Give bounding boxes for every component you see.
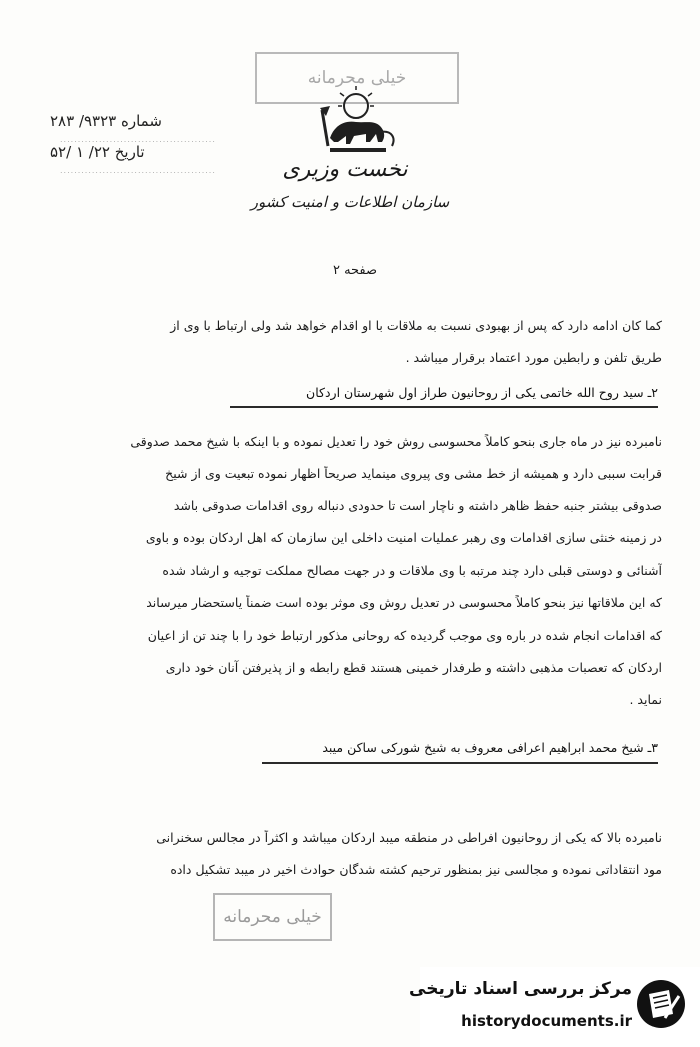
reference-number: شماره ۹۳۲۳/ ۲۸۳	[50, 112, 162, 130]
heading-underline	[262, 762, 658, 764]
paragraph-line: قرابت سببی دارد و همیشه از خط مشی وی پیروی مینماید صریحاً اظهار نموده تبعیت وی از شیخ	[165, 466, 662, 481]
dotted-rule: ............................................	[60, 135, 216, 144]
paragraph-line: در زمینه خنثی سازی اقدامات وی رهبر عملیات امنیت داخلی این سازمان که اهل اردکان بوده و باوی	[145, 530, 662, 545]
paragraph-line: که این ملاقاتها نیز بنحو کاملاً محسوسی در تعدیل روش وی موثر بوده است ضمناً یاستحضار میرساند	[146, 595, 662, 610]
paragraph-line: صدوقی بیشتر جنبه حفظ ظاهر داشته و ناچار است تا حدودی دنباله روی اقدامات صدوقی باشد	[173, 498, 662, 513]
paragraph-line: نماید .	[629, 692, 662, 707]
classification-stamp-top: خیلی محرمانه	[255, 52, 459, 104]
lion-and-sun-emblem-icon	[300, 86, 410, 158]
page-label: صفحه ۲	[332, 263, 378, 278]
paragraph-line: کما کان ادامه دارد که پس از بهبودی نسبت به ملاقات با او اقدام خواهد شد ولی ارتباط با وی از	[170, 318, 662, 333]
heading-underline	[230, 406, 658, 408]
paragraph-line: نامبرده بالا که یکی از روحانیون افراطی در منطقه میبد اردکان میباشد و اکثراً در مجالس سخنرانی	[156, 830, 662, 845]
section-heading-3: ۳ـ شیخ محمد ابراهیم اعرافی معروف به شیخ شورکی ساکن میبد	[322, 740, 658, 755]
paragraph-line: اردکان که تعصبات مذهبی داشته و طرفدار خمینی هستند قطع رابطه و از پذیرفتن آنان خود داری	[165, 660, 662, 675]
paragraph-line: طریق تلفن و رابطین مورد اعتماد برقرار میباشد .	[405, 350, 662, 365]
section-heading-2: ۲ـ سید روح الله خاتمی یکی از روحانیون طراز اول شهرستان اردکان	[306, 385, 658, 400]
dotted-rule: ............................................	[60, 166, 216, 175]
paragraph-line: نامبرده نیز در ماه جاری بنحو کاملاً محسوسی روش خود را تعدیل نموده و با اینکه با شیخ محمد صدوقی	[130, 434, 662, 449]
reference-date: تاریخ ۲۲/ ۱ /۵۲	[50, 143, 145, 161]
watermark-org-name: مرکز بررسی اسناد تاریخی	[409, 979, 632, 999]
organization-title: سازمان اطلاعات و امنیت کشور	[250, 193, 450, 211]
paragraph-line: مود انتقاداتی نموده و مجالسی نیز بمنظور ترحیم کشته شدگان حوادث اخیر در میبد تشکیل داده	[170, 862, 662, 877]
classification-stamp-bottom: خیلی محرمانه	[213, 893, 332, 941]
paragraph-line: که اقدامات انجام شده در باره وی موجب گردیده که روحانی مذکور ارتباط خود را با چند تن از اعیان	[147, 628, 662, 643]
watermark-url: historydocuments.ir	[461, 1012, 632, 1030]
ministry-title: نخست وزیری	[282, 157, 408, 182]
paragraph-line: آشنائی و دوستی قبلی دارد چند مرتبه با وی ملاقات و در جهت مصالح مملکت توجیه و ارشاد شده	[162, 563, 662, 578]
document-archive-logo-icon	[635, 978, 687, 1030]
